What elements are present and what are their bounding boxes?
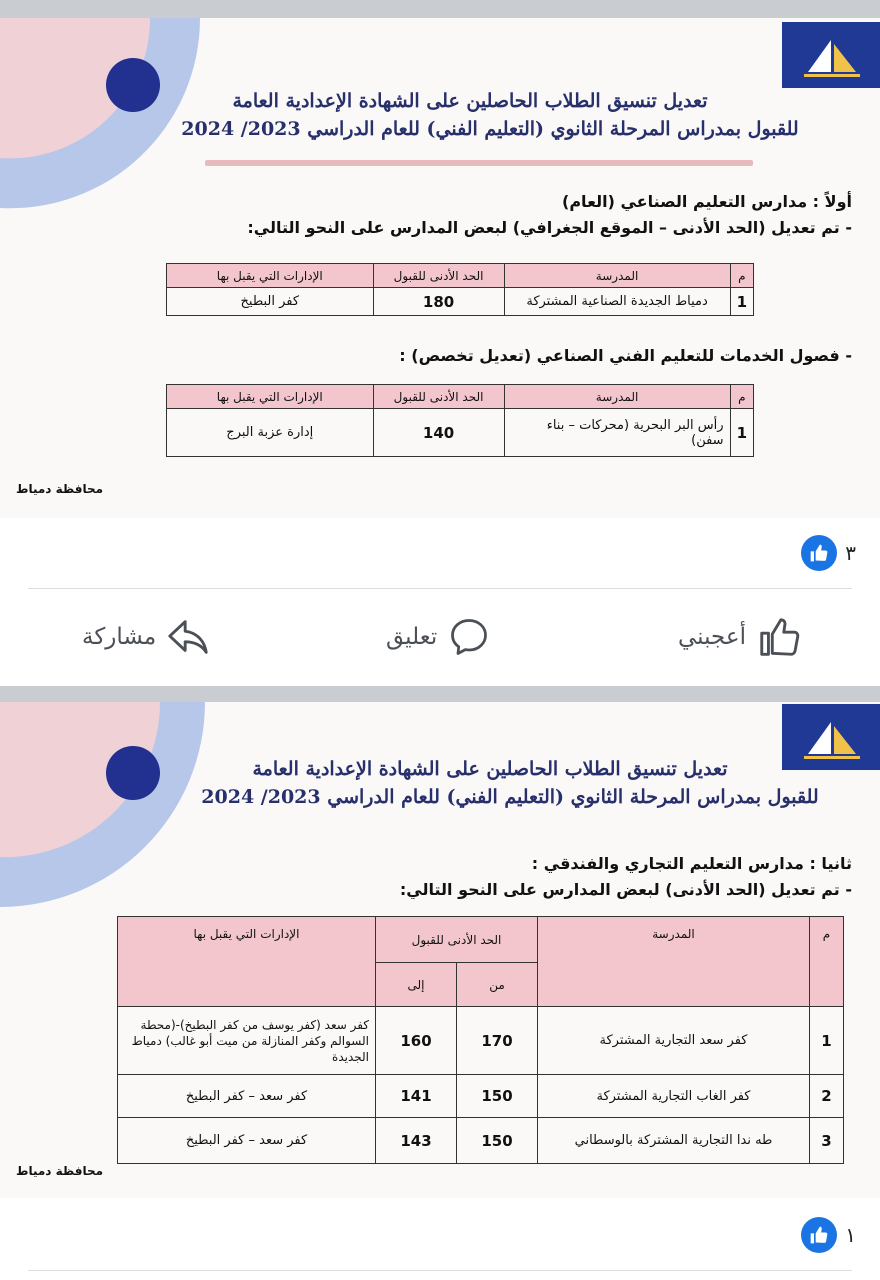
like-label: أعجبني [677, 624, 746, 650]
col-index: م [810, 917, 844, 1007]
table-header-row [167, 264, 754, 288]
cell-admins: كفر سعد – كفر البطيخ [118, 1118, 376, 1164]
table-header-row [118, 917, 844, 963]
cell-to: 141 [376, 1075, 457, 1118]
cell-admins: كفر سعد – كفر البطيخ [118, 1075, 376, 1118]
post-title [140, 90, 840, 140]
comment-label: تعليق [386, 624, 438, 650]
cell-from: 150 [457, 1075, 538, 1118]
col-admins: الإدارات التي يقبل بها [167, 385, 374, 409]
cell-admins: كفر البطيخ [167, 288, 374, 316]
section-heading-2: - فصول الخدمات للتعليم الفني الصناعي (تعديل تخصص) : [399, 346, 852, 365]
col-min-score: الحد الأدنى للقبول [376, 917, 538, 963]
cell-from: 170 [457, 1007, 538, 1075]
title-line-1: تعديل تنسيق الطلاب الحاصلين على الشهادة الإعدادية العامة [232, 90, 708, 112]
like-reaction-icon [801, 1217, 837, 1253]
table-row [167, 409, 754, 457]
divider [28, 1270, 852, 1271]
commercial-schools-table [117, 916, 844, 1164]
schools-table-1 [166, 263, 754, 316]
post-title [160, 758, 860, 808]
table-row [167, 288, 754, 316]
col-min-score: الحد الأدنى للقبول [373, 264, 504, 288]
table-row [118, 1075, 844, 1118]
post-separator [0, 686, 880, 702]
table-row [118, 1007, 844, 1075]
top-separator [0, 0, 880, 18]
cell-index: 2 [810, 1075, 844, 1118]
cell-admins: إدارة عزبة البرج [167, 409, 374, 457]
title-line-2: للقبول بمدراس المرحلة الثانوي (التعليم الفني) للعام الدراسي 2023/ 2024 [201, 786, 819, 808]
like-button[interactable] [678, 614, 802, 660]
table-row [118, 1118, 844, 1164]
cell-to: 143 [376, 1118, 457, 1164]
section-heading: ثانيا : مدارس التعليم التجاري والفندقي : [531, 854, 852, 873]
cell-min-score: 180 [373, 288, 504, 316]
like-reaction-icon [801, 535, 837, 571]
col-index: م [730, 385, 753, 409]
cell-admins: كفر سعد (كفر يوسف من كفر البطيخ)-(محطة السوالم وكفر المنازلة من ميت أبو غالب) دمياط الجديدة [118, 1007, 376, 1075]
reactions-summary[interactable] [801, 535, 856, 571]
schools-table-2 [166, 384, 754, 457]
section-subheading: - تم تعديل (الحد الأدنى) لبعض المدارس على النحو التالي: [399, 880, 852, 899]
col-admins: الإدارات التي يقبل بها [167, 264, 374, 288]
title-line-1: تعديل تنسيق الطلاب الحاصلين على الشهادة الإعدادية العامة [252, 758, 728, 780]
governorate-label: محافظة دمياط [16, 482, 104, 496]
cell-to: 160 [376, 1007, 457, 1075]
ship-logo-icon [782, 22, 880, 88]
cell-school: طه ندا التجارية المشتركة بالوسطاني [538, 1118, 810, 1164]
col-min-score: الحد الأدنى للقبول [373, 385, 504, 409]
reactions-summary[interactable] [801, 1217, 856, 1253]
post-image-2[interactable] [0, 702, 880, 1198]
cell-school: دمياط الجديدة الصناعية المشتركة [504, 288, 730, 316]
post-image-1[interactable] [0, 18, 880, 518]
section-heading: أولاً : مدارس التعليم الصناعي (العام) [562, 192, 852, 211]
cell-school: كفر الغاب التجارية المشتركة [538, 1075, 810, 1118]
cell-from: 150 [457, 1118, 538, 1164]
governorate-label: محافظة دمياط [16, 1164, 104, 1178]
col-index: م [730, 264, 753, 288]
col-admins: الإدارات التي يقبل بها [118, 917, 376, 1007]
title-underline [205, 160, 753, 166]
col-school: المدرسة [538, 917, 810, 1007]
comment-button[interactable] [386, 614, 491, 660]
share-icon [166, 614, 212, 660]
cell-school: رأس البر البحرية (محركات – بناء سفن) [504, 409, 730, 457]
title-line-2: للقبول بمدراس المرحلة الثانوي (التعليم الفني) للعام الدراسي 2023/ 2024 [181, 118, 799, 140]
share-label: مشاركة [82, 624, 157, 650]
col-from: من [457, 963, 538, 1007]
comment-icon [447, 614, 491, 660]
cell-min-score: 140 [373, 409, 504, 457]
cell-index: 1 [730, 288, 753, 316]
col-to: إلى [376, 963, 457, 1007]
cell-index: 1 [730, 409, 753, 457]
col-school: المدرسة [504, 385, 730, 409]
reaction-count: ٣ [845, 541, 856, 565]
section-subheading: - تم تعديل (الحد الأدنى – الموقع الجغرافي) لبعض المدارس على النحو التالي: [247, 218, 852, 237]
col-school: المدرسة [504, 264, 730, 288]
share-button[interactable] [82, 614, 212, 660]
table-header-row [167, 385, 754, 409]
cell-index: 1 [810, 1007, 844, 1075]
divider [28, 588, 852, 589]
cell-school: كفر سعد التجارية المشتركة [538, 1007, 810, 1075]
reaction-count: ١ [845, 1223, 856, 1247]
cell-index: 3 [810, 1118, 844, 1164]
decorative-circles [0, 18, 260, 278]
thumbs-up-icon [756, 614, 802, 660]
